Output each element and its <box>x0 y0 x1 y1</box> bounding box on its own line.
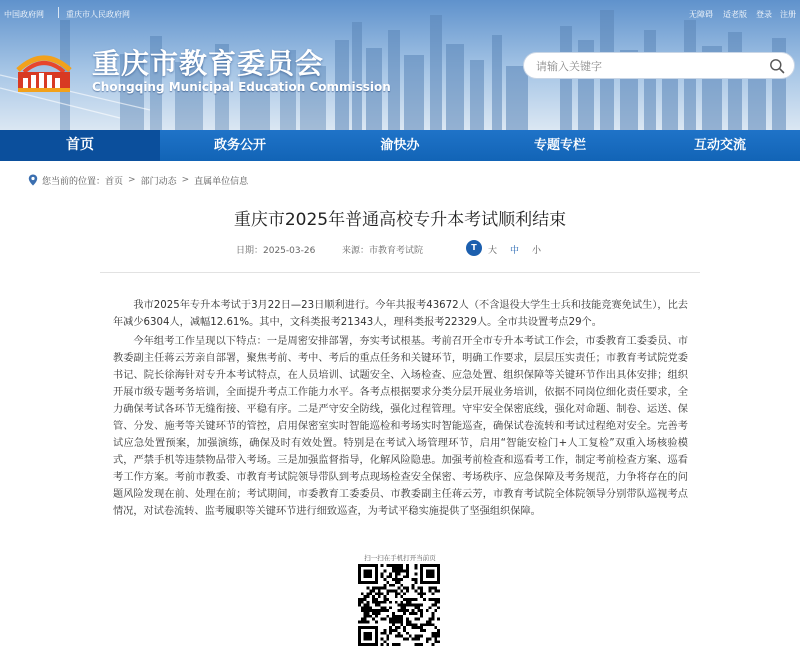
article-body <box>113 297 688 522</box>
qr-caption: 扫一扫在手机打开当前页 <box>364 554 436 562</box>
nav-item-home[interactable]: 首页 <box>0 130 160 161</box>
font-size-medium[interactable]: 中 <box>510 246 520 256</box>
qr-code-image <box>358 564 440 646</box>
link-register[interactable]: 注册 <box>780 10 796 19</box>
link-chongqing-gov[interactable]: 重庆市人民政府网 <box>66 10 130 19</box>
breadcrumb-prefix: 您当前的位置： <box>42 176 106 187</box>
breadcrumb-separator: > <box>181 175 190 185</box>
font-size-large[interactable]: 大 <box>488 246 498 256</box>
article-date: 日期：2025-03-26 <box>236 246 316 256</box>
divider <box>58 7 59 18</box>
article-paragraph: 今年组考工作呈现以下特点：一是周密安排部署，夯实考试根基。考前召开全市专升本考试工作会，市委教育工委委员、市教委副主任蒋云芳亲自部署，聚焦考前、考中、考后的重点任务和关键环节，明确工作要求，层层压实责任；市教育考试院党委书记、院长徐海针对专升本考试特点，在人员培训、试题安全、入场检查、应急处置、组织保障等关键环节作出具体安排；组织开展市级专题考务培训，全面提升考点工作能力水平。各考点根据要求分类分层开展业务培训，依据不同岗位细化责任要求，全力确保考试各环节无缝衔接、平稳有序。二是严守安全防线，强化过程管理。守牢安全保密底线，强化对命题、制卷、运送、保管、分发、施考等关键环节的管控，启用保密室实时智能巡检和考场实时智能巡查，确保试卷流转和考试过程绝对安全。完善考试应急处置预案，加强演练，确保及时有效处置。特别是在考试入场管理环节，启用“智能安检门+人工复检”双重入场核验模式，严禁手机等违禁物品带入考场。三是加强监督指导，化解风险隐患。加强考前检查和巡看考工作，制定考前检查方案、巡看考工作方案。考前市教委、市教育考试院领导带队到考点现场检查安全保密、考场秩序、应急保障及考务规范，力争将存在的问题风险发现在前、处理在前；考试期间，市委教育工委委员、市教委副主任蒋云芳，市教育考试院全体院领导分别带队巡视考点情况，对试卷流转、监考履职等关键环节进行细致巡查，为考试平稳实施提供了坚强组织保障。 <box>113 336 688 517</box>
link-login[interactable]: 登录 <box>756 10 772 19</box>
font-size-icon: T <box>466 240 482 256</box>
search-input[interactable] <box>536 57 758 75</box>
site-emblem-icon <box>12 44 76 96</box>
font-size-small[interactable]: 小 <box>532 246 542 256</box>
breadcrumb <box>28 172 248 188</box>
location-pin-icon <box>28 174 38 186</box>
article-source: 来源：市教育考试院 <box>342 246 424 256</box>
breadcrumb-affiliated-units[interactable]: 直属单位信息 <box>194 176 249 187</box>
search-box <box>523 52 795 79</box>
link-china-gov[interactable]: 中国政府网 <box>4 10 44 19</box>
link-elderly-mode[interactable]: 适老版 <box>723 10 747 19</box>
breadcrumb-separator: > <box>128 175 136 185</box>
article-paragraph: 我市2025年专升本考试于3月22日—23日顺利进行。今年共报考43672人（不含退役大学生士兵和技能竞赛免试生），比去年减少6304人，减幅12.61%。其中，文科类报考21343人，理科类报考22329人。全市共设置考点29个。 <box>113 300 688 328</box>
top-utility-bar <box>0 0 800 28</box>
nav-item-special-topics[interactable]: 专题专栏 <box>533 138 586 153</box>
nav-item-gov-affairs[interactable]: 政务公开 <box>213 138 266 153</box>
link-accessibility[interactable]: 无障碍 <box>689 10 713 19</box>
article-meta <box>0 240 800 256</box>
site-title: 重庆市教育委员会 <box>92 47 325 80</box>
site-header <box>0 0 800 130</box>
search-icon[interactable] <box>769 58 785 74</box>
divider <box>100 272 700 273</box>
article-title: 重庆市2025年普通高校专升本考试顺利结束 <box>233 210 567 230</box>
nav-item-interaction[interactable]: 互动交流 <box>693 138 746 153</box>
site-subtitle: Chongqing Municipal Education Commission <box>92 80 391 94</box>
nav-item-online-service[interactable]: 渝快办 <box>380 138 420 153</box>
main-nav <box>0 130 800 161</box>
breadcrumb-home[interactable]: 首页 <box>105 176 124 187</box>
breadcrumb-dept-news[interactable]: 部门动态 <box>140 176 177 187</box>
